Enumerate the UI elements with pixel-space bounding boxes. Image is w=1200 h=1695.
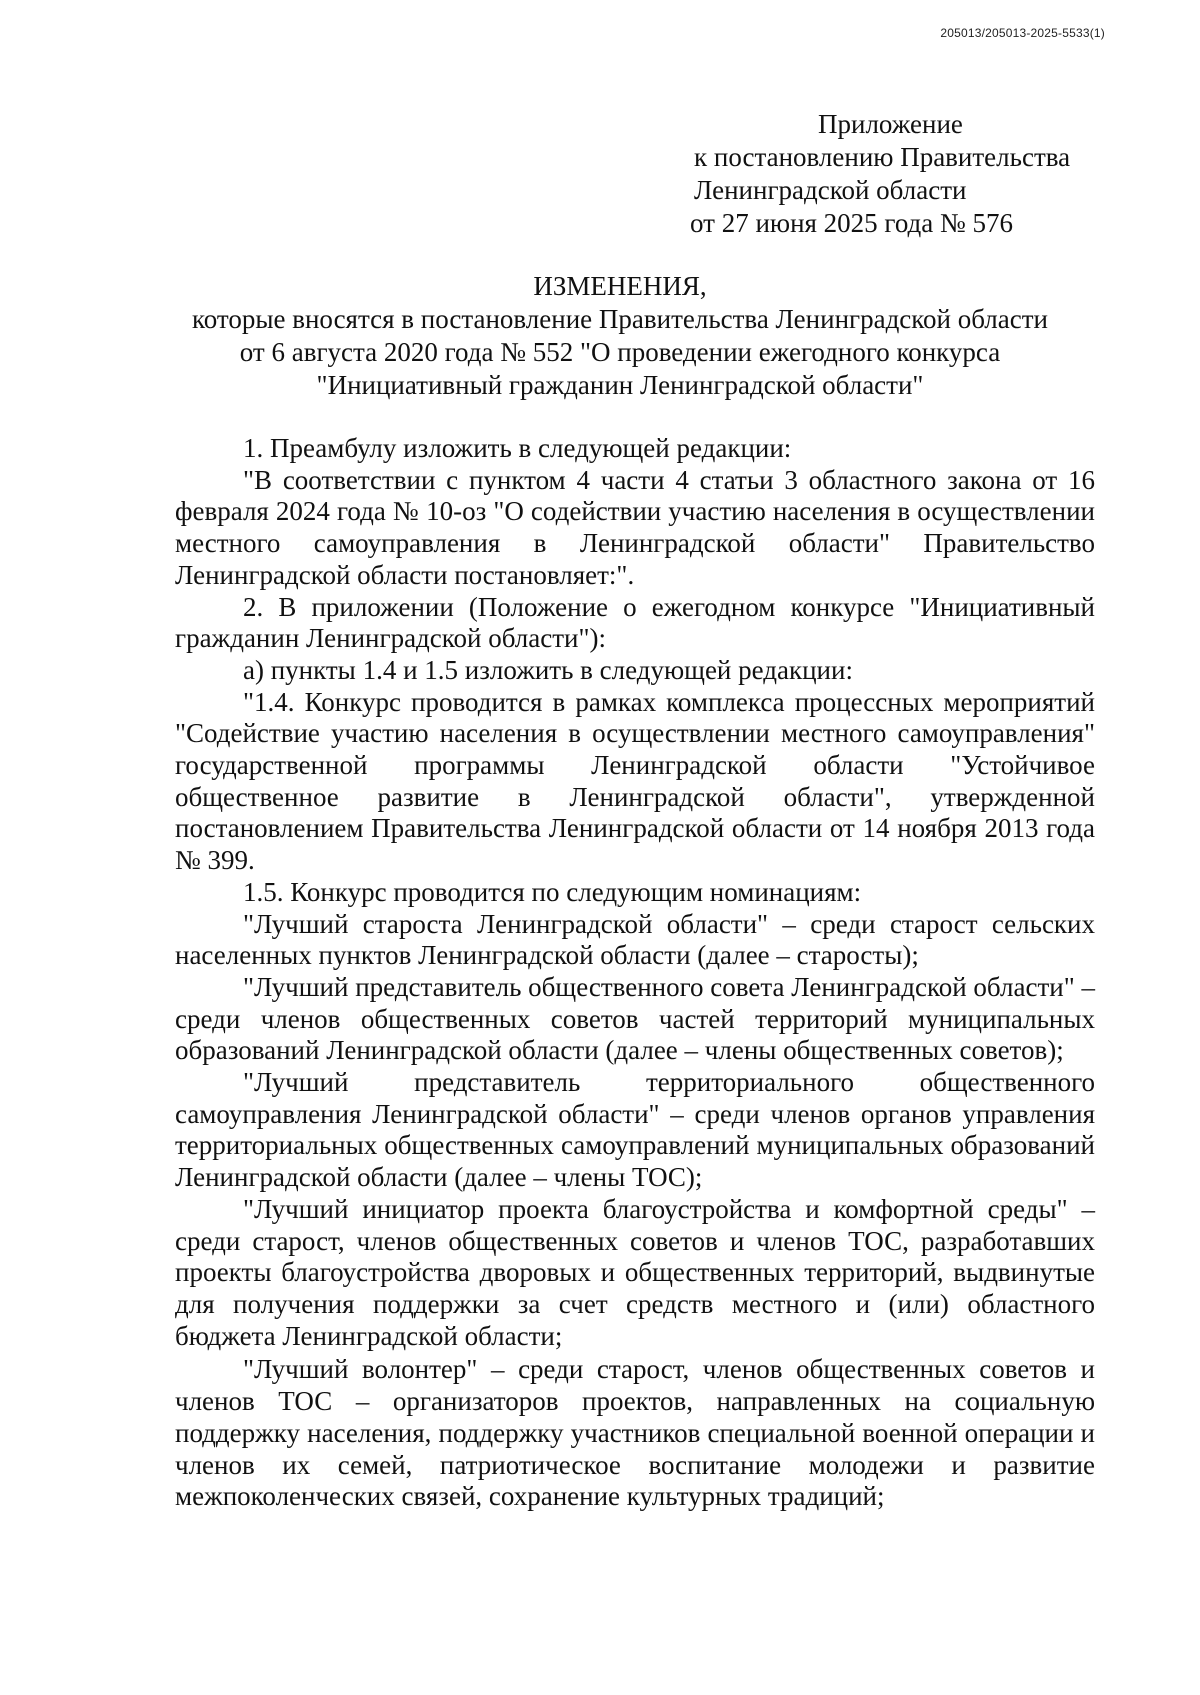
heading-subtitle-2: от 6 августа 2020 года № 552 "О проведении ежегодного конкурса xyxy=(239,337,1001,367)
paragraph-3: 2. В приложении (Положение о ежегодном конкурсе "Инициативный гражданин Ленинградской области"): xyxy=(175,591,1095,654)
paragraph-7: "Лучший староста Ленинградской области" – среди старост сельских населенных пунктов Ленинградской области (далее – старосты); xyxy=(175,908,1095,971)
heading-title: ИЗМЕНЕНИЯ, xyxy=(533,271,707,301)
appendix-line-1: к постановлению Правительства xyxy=(694,142,1071,172)
heading-subtitle-3: "Инициативный гражданин Ленинградской области" xyxy=(316,370,924,400)
document-id: 205013/205013-2025-5533(1) xyxy=(940,26,1105,40)
appendix-line-3: от 27 июня 2025 года № 576 xyxy=(690,208,1014,238)
paragraph-4: а) пункты 1.4 и 1.5 изложить в следующей редакции: xyxy=(243,654,853,685)
paragraph-1: 1. Преамбулу изложить в следующей редакции: xyxy=(243,433,792,463)
paragraph-11: "Лучший волонтер" – среди старост, членов общественных советов и членов ТОС – организаторов проектов, направленных на социальную поддержку населения, поддержку участников специальной военной операции и членов их семей, патриотическое воспитание молодежи и развитие межпоколенческих связей, сохранение культурных традиций; xyxy=(175,1354,1095,1512)
paragraph-5: "1.4. Конкурс проводится в рамках комплекса процессных мероприятий "Содействие участию населения в осуществлении местного самоуправления" государственной программы Ленинградской области "Устойчивое общественное развитие в Ленинградской области", утвержденной постановлением Правительства Ленинградской области от 14 ноября 2013 года № 399. xyxy=(175,686,1095,876)
paragraph-8: "Лучший представитель общественного совета Ленинградской области" – среди членов общественных советов частей территорий муниципальных образований Ленинградской области (далее – члены общественных советов); xyxy=(175,971,1095,1066)
paragraph-9: "Лучший представитель территориального общественного самоуправления Ленинградской области" – среди членов органов управления территориальных общественных самоуправлений муниципальных образований Ленинградской области (далее – члены ТОС); xyxy=(175,1067,1095,1193)
paragraph-10: "Лучший инициатор проекта благоустройства и комфортной среды" – среди старост, членов общественных советов и членов ТОС, разработавших проекты благоустройства дворовых и общественных территорий, выдвинутые для получения поддержки за счет средств местного и (или) областного бюджета Ленинградской области; xyxy=(175,1193,1095,1351)
appendix-block xyxy=(690,108,1070,240)
appendix-title: Приложение xyxy=(818,109,963,139)
appendix-line-2: Ленинградской области xyxy=(694,175,967,205)
heading-subtitle-1: которые вносятся в постановление Правительства Ленинградской области xyxy=(191,304,1048,334)
document-body xyxy=(175,433,1095,1513)
paragraph-2: "В соответствии с пунктом 4 части 4 статьи 3 областного закона от 16 февраля 2024 года № 10-оз "О содействии участию населения в осуществлении местного самоуправления в Ленинградской области" Правительство Ленинградской области постановляет:". xyxy=(175,464,1095,590)
paragraph-6: 1.5. Конкурс проводится по следующим номинациям: xyxy=(243,876,862,907)
document-heading xyxy=(150,270,1090,402)
